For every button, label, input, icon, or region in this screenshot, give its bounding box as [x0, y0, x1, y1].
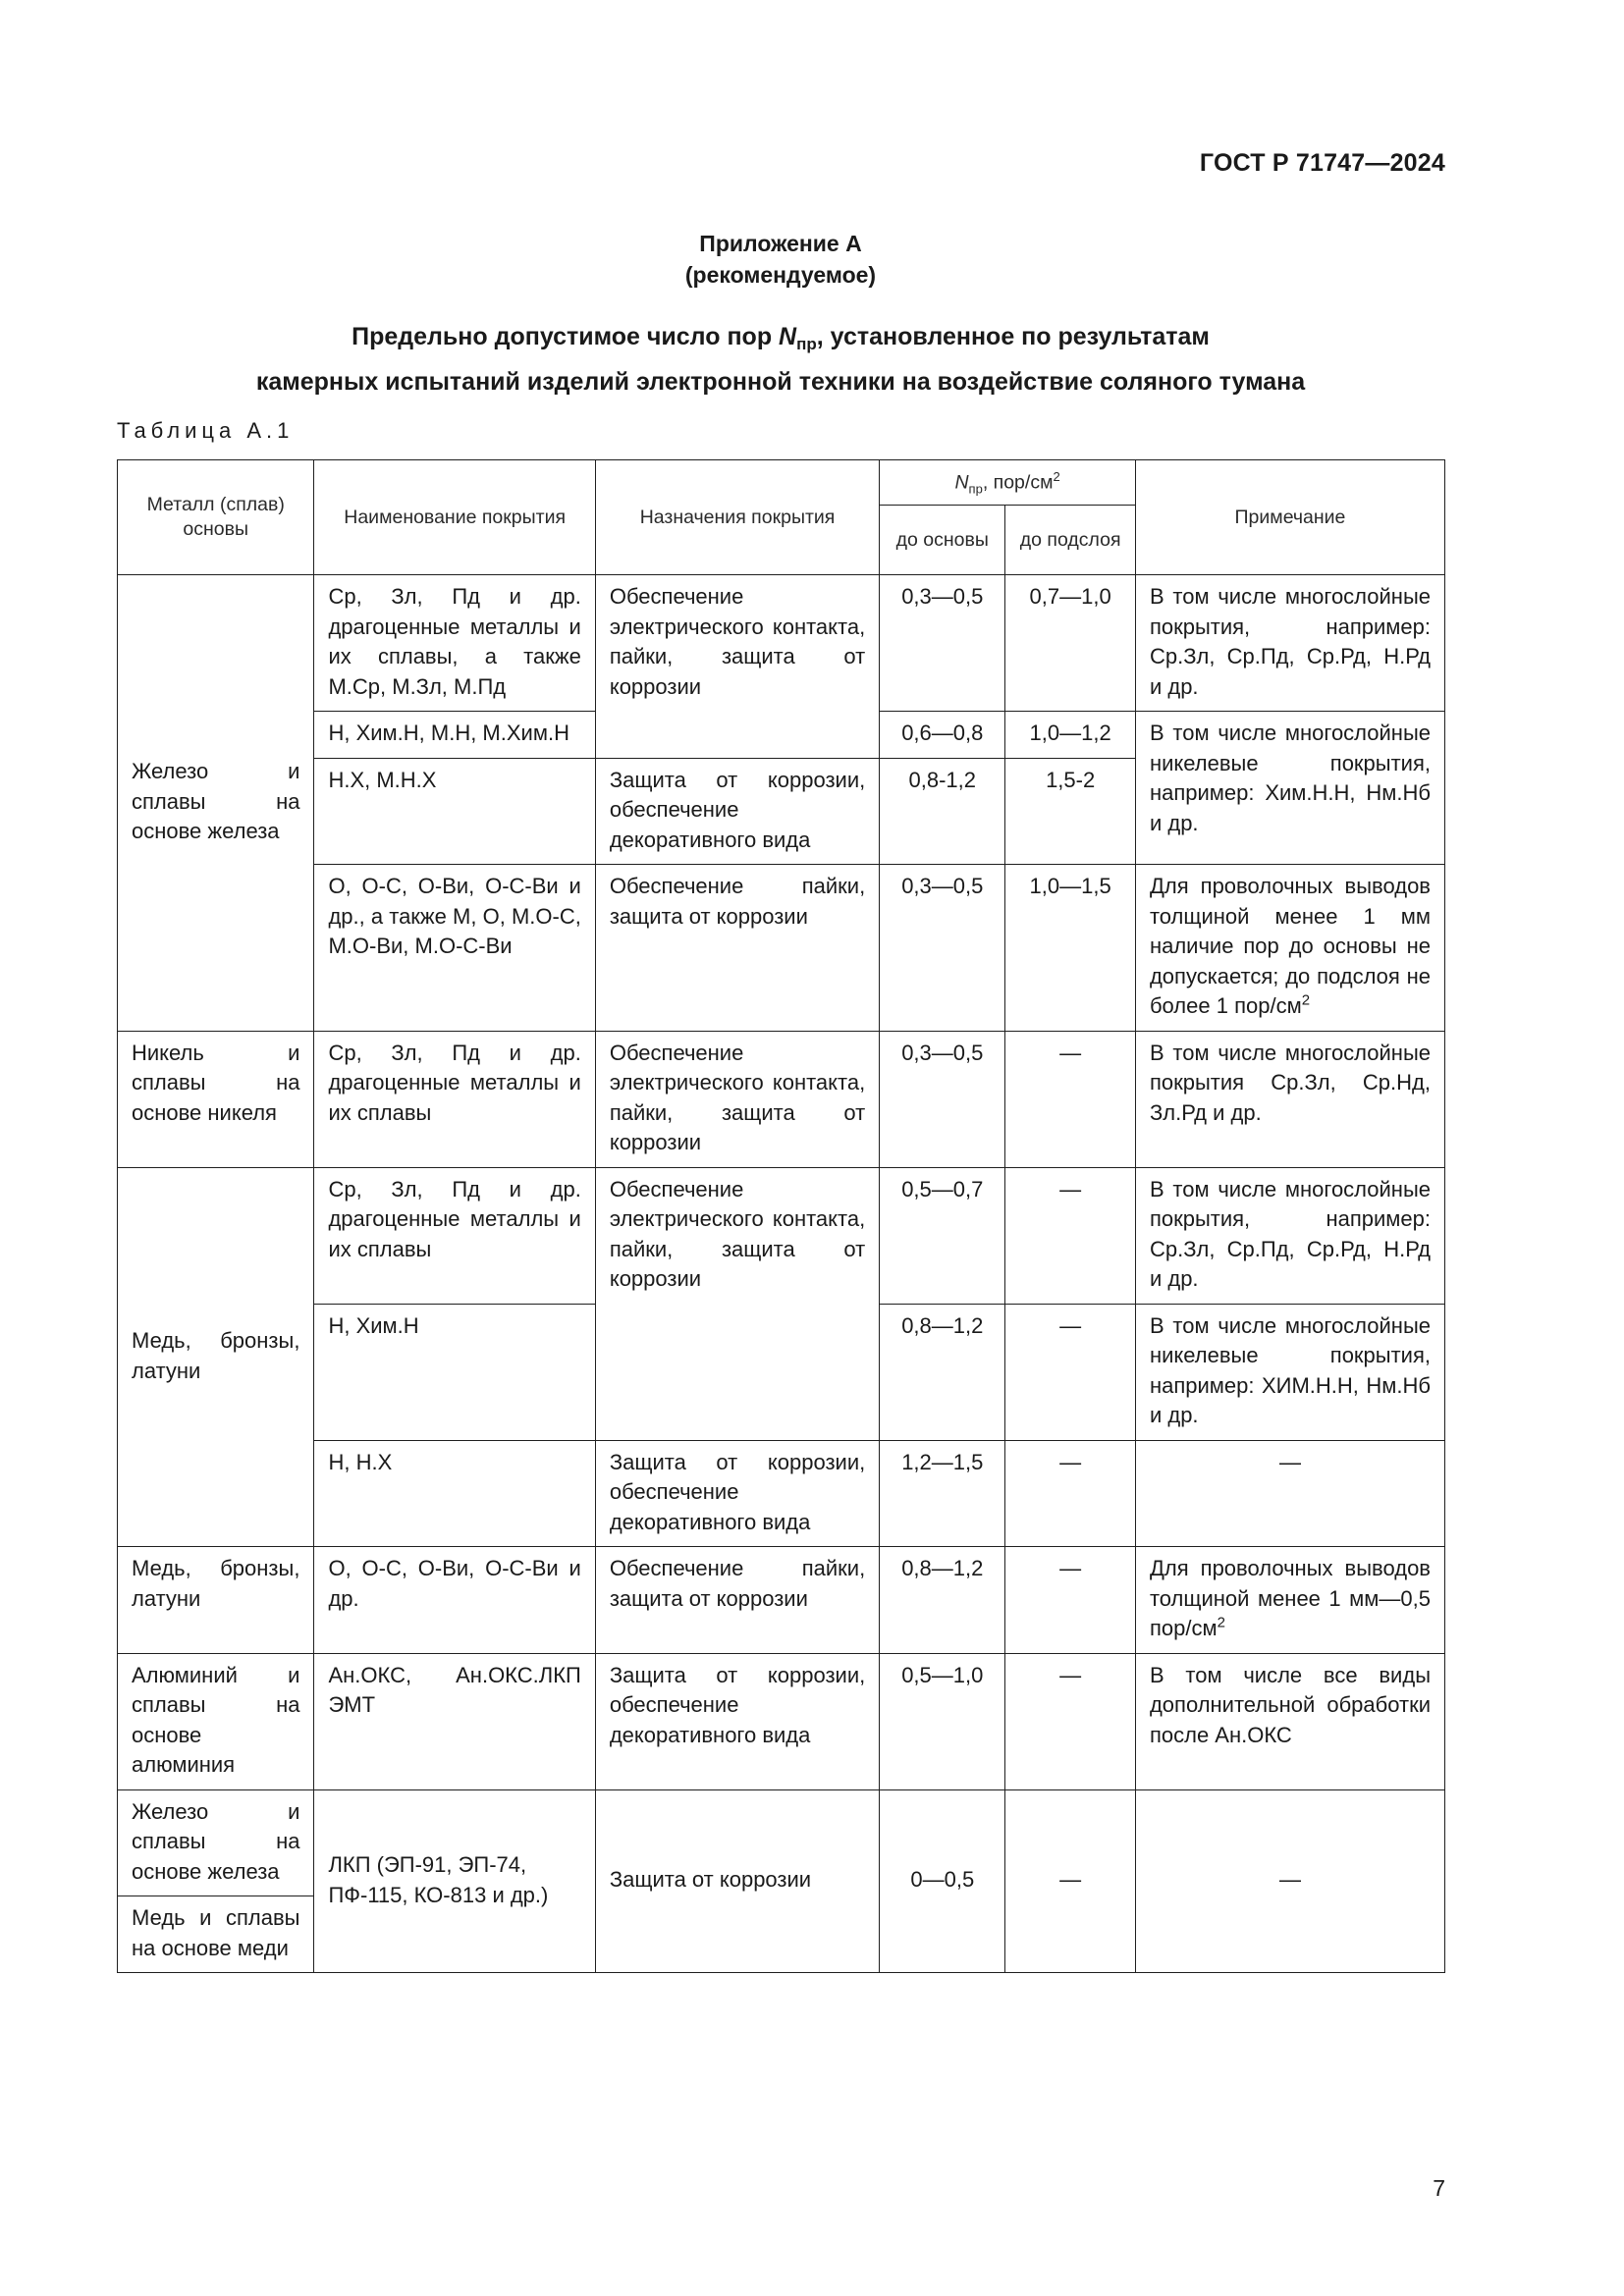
cell-note: В том числе многослойные покрытия Ср.Зл, Ср.Нд, Зл.Рд и др. [1135, 1031, 1444, 1167]
cell-metal: Железо и сплавы на основе железа [118, 1789, 314, 1896]
cell-to-sublayer: — [1005, 1304, 1136, 1440]
cell-to-base: 0,5—1,0 [880, 1653, 1005, 1789]
cell-to-base: 0,3—0,5 [880, 865, 1005, 1032]
table-row [118, 575, 1445, 712]
cell-coating: О, О-С, О-Ви, О-С-Ви и др. [314, 1547, 595, 1654]
cell-coating: Н, Хим.Н [314, 1304, 595, 1440]
header-coating-name: Наименование покрытия [314, 460, 595, 575]
cell-purpose: Защита от коррозии, обеспечение декоративного вида [595, 758, 879, 865]
cell-purpose: Защита от коррозии, обеспечение декоративного вида [595, 1440, 879, 1547]
cell-coating: Н, Хим.Н, М.Н, М.Хим.Н [314, 712, 595, 759]
cell-metal: Никель и сплавы на основе никеля [118, 1031, 314, 1167]
cell-to-base: 0—0,5 [880, 1789, 1005, 1973]
cell-to-sublayer: 1,0—1,2 [1005, 712, 1136, 759]
cell-metal: Медь и сплавы на основе меди [118, 1896, 314, 1973]
cell-to-base: 0,5—0,7 [880, 1167, 1005, 1304]
table-row [118, 1789, 1445, 1896]
cell-to-base: 0,3—0,5 [880, 1031, 1005, 1167]
cell-metal: Железо и сплавы на основе железа [118, 575, 314, 1032]
cell-to-sublayer: — [1005, 1031, 1136, 1167]
table-header-row [118, 460, 1445, 506]
cell-note: В том числе все виды дополнительной обработки после Ан.ОКС [1135, 1653, 1444, 1789]
table-row [118, 1547, 1445, 1654]
header-purpose: Назначения покрытия [595, 460, 879, 575]
cell-note: — [1135, 1440, 1444, 1547]
cell-metal: Медь, бронзы, латуни [118, 1547, 314, 1654]
cell-note: В том числе многослойные никелевые покрытия, например: ХИМ.Н.Н, Нм.Нб и др. [1135, 1304, 1444, 1440]
title-line-1: Предельно допустимое число пор $N_{пр}$, установленное по результатам [352, 323, 1210, 353]
header-metal: Металл (сплав) основы [118, 460, 314, 575]
header-to-base: до основы [880, 506, 1005, 575]
cell-purpose: Обеспечение пайки, защита от коррозии [595, 865, 879, 1032]
cell-purpose: Защита от коррозии [595, 1789, 879, 1973]
pore-limits-table [117, 459, 1445, 1973]
appendix-heading [0, 228, 1561, 291]
cell-to-sublayer: — [1005, 1440, 1136, 1547]
cell-note: В том числе многослойные никелевые покрытия, например: Хим.Н.Н, Нм.Нб и др. [1135, 712, 1444, 865]
title-line-2: камерных испытаний изделий электронной техники на воздействие соляного тумана [255, 368, 1306, 396]
cell-to-sublayer: — [1005, 1789, 1136, 1973]
header-npr: $N_{пр}$, пор/$см^2$ [880, 460, 1136, 506]
cell-note: — [1135, 1789, 1444, 1973]
page-number: 7 [1433, 2175, 1445, 2201]
table-row [118, 1440, 1445, 1547]
cell-note: В том числе многослойные покрытия, например: Ср.Зл, Ср.Пд, Ср.Рд, Н.Рд и др. [1135, 575, 1444, 712]
cell-to-base: 0,6—0,8 [880, 712, 1005, 759]
header-note: Примечание [1135, 460, 1444, 575]
cell-to-base: 0,8—1,2 [880, 1547, 1005, 1654]
cell-to-sublayer: 1,5-2 [1005, 758, 1136, 865]
cell-to-sublayer: 1,0—1,5 [1005, 865, 1136, 1032]
cell-note: В том числе многослойные покрытия, например: Ср.Зл, Ср.Пд, Ср.Рд, Н.Рд и др. [1135, 1167, 1444, 1304]
cell-to-base: 0,8—1,2 [880, 1304, 1005, 1440]
cell-coating: ЛКП (ЭП-91, ЭП-74, ПФ-115, КО-813 и др.) [314, 1789, 595, 1973]
appendix-title: Приложение А [699, 231, 862, 256]
cell-note: Для проволочных выводов толщиной менее 1 мм наличие пор до основы не допускается; до подслоя не более 1 пор/$см^2$ [1135, 865, 1444, 1032]
cell-purpose: Обеспечение электрического контакта, пайки, защита от коррозии [595, 1167, 879, 1440]
table-caption: Таблица А.1 [117, 418, 295, 443]
cell-metal: Медь, бронзы, латуни [118, 1167, 314, 1547]
cell-coating: Ср, Зл, Пд и др. драгоценные металлы и их сплавы, а также М.Ср, М.Зл, М.Пд [314, 575, 595, 712]
cell-coating: О, О-С, О-Ви, О-С-Ви и др., а также М, О, М.О-С, М.О-Ви, М.О-С-Ви [314, 865, 595, 1032]
cell-purpose: Защита от коррозии, обеспечение декоративного вида [595, 1653, 879, 1789]
cell-purpose: Обеспечение электрического контакта, пайки, защита от коррозии [595, 1031, 879, 1167]
cell-to-sublayer: 0,7—1,0 [1005, 575, 1136, 712]
cell-note: Для проволочных выводов толщиной менее 1 мм—0,5 пор/$см^2$ [1135, 1547, 1444, 1654]
document-code: ГОСТ Р 71747—2024 [1199, 149, 1445, 177]
cell-to-sublayer: — [1005, 1653, 1136, 1789]
table-row [118, 1031, 1445, 1167]
table-row [118, 1653, 1445, 1789]
appendix-status: (рекомендуемое) [684, 262, 877, 288]
cell-coating: Н.Х, М.Н.Х [314, 758, 595, 865]
cell-coating: Н, Н.Х [314, 1440, 595, 1547]
cell-purpose: Обеспечение электрического контакта, пайки, защита от коррозии [595, 575, 879, 759]
cell-coating: Ан.ОКС, Ан.ОКС.ЛКП ЭМТ [314, 1653, 595, 1789]
cell-to-base: 1,2—1,5 [880, 1440, 1005, 1547]
cell-to-sublayer: — [1005, 1547, 1136, 1654]
cell-to-sublayer: — [1005, 1167, 1136, 1304]
cell-coating: Ср, Зл, Пд и др. драгоценные металлы и их сплавы [314, 1167, 595, 1304]
cell-purpose: Обеспечение пайки, защита от коррозии [595, 1547, 879, 1654]
cell-coating: Ср, Зл, Пд и др. драгоценные металлы и их сплавы [314, 1031, 595, 1167]
header-to-sublayer: до подслоя [1005, 506, 1136, 575]
cell-to-base: 0,3—0,5 [880, 575, 1005, 712]
cell-to-base: 0,8-1,2 [880, 758, 1005, 865]
cell-metal: Алюминий и сплавы на основе алюминия [118, 1653, 314, 1789]
table-row [118, 865, 1445, 1032]
document-title [0, 318, 1561, 400]
table-row [118, 1167, 1445, 1304]
